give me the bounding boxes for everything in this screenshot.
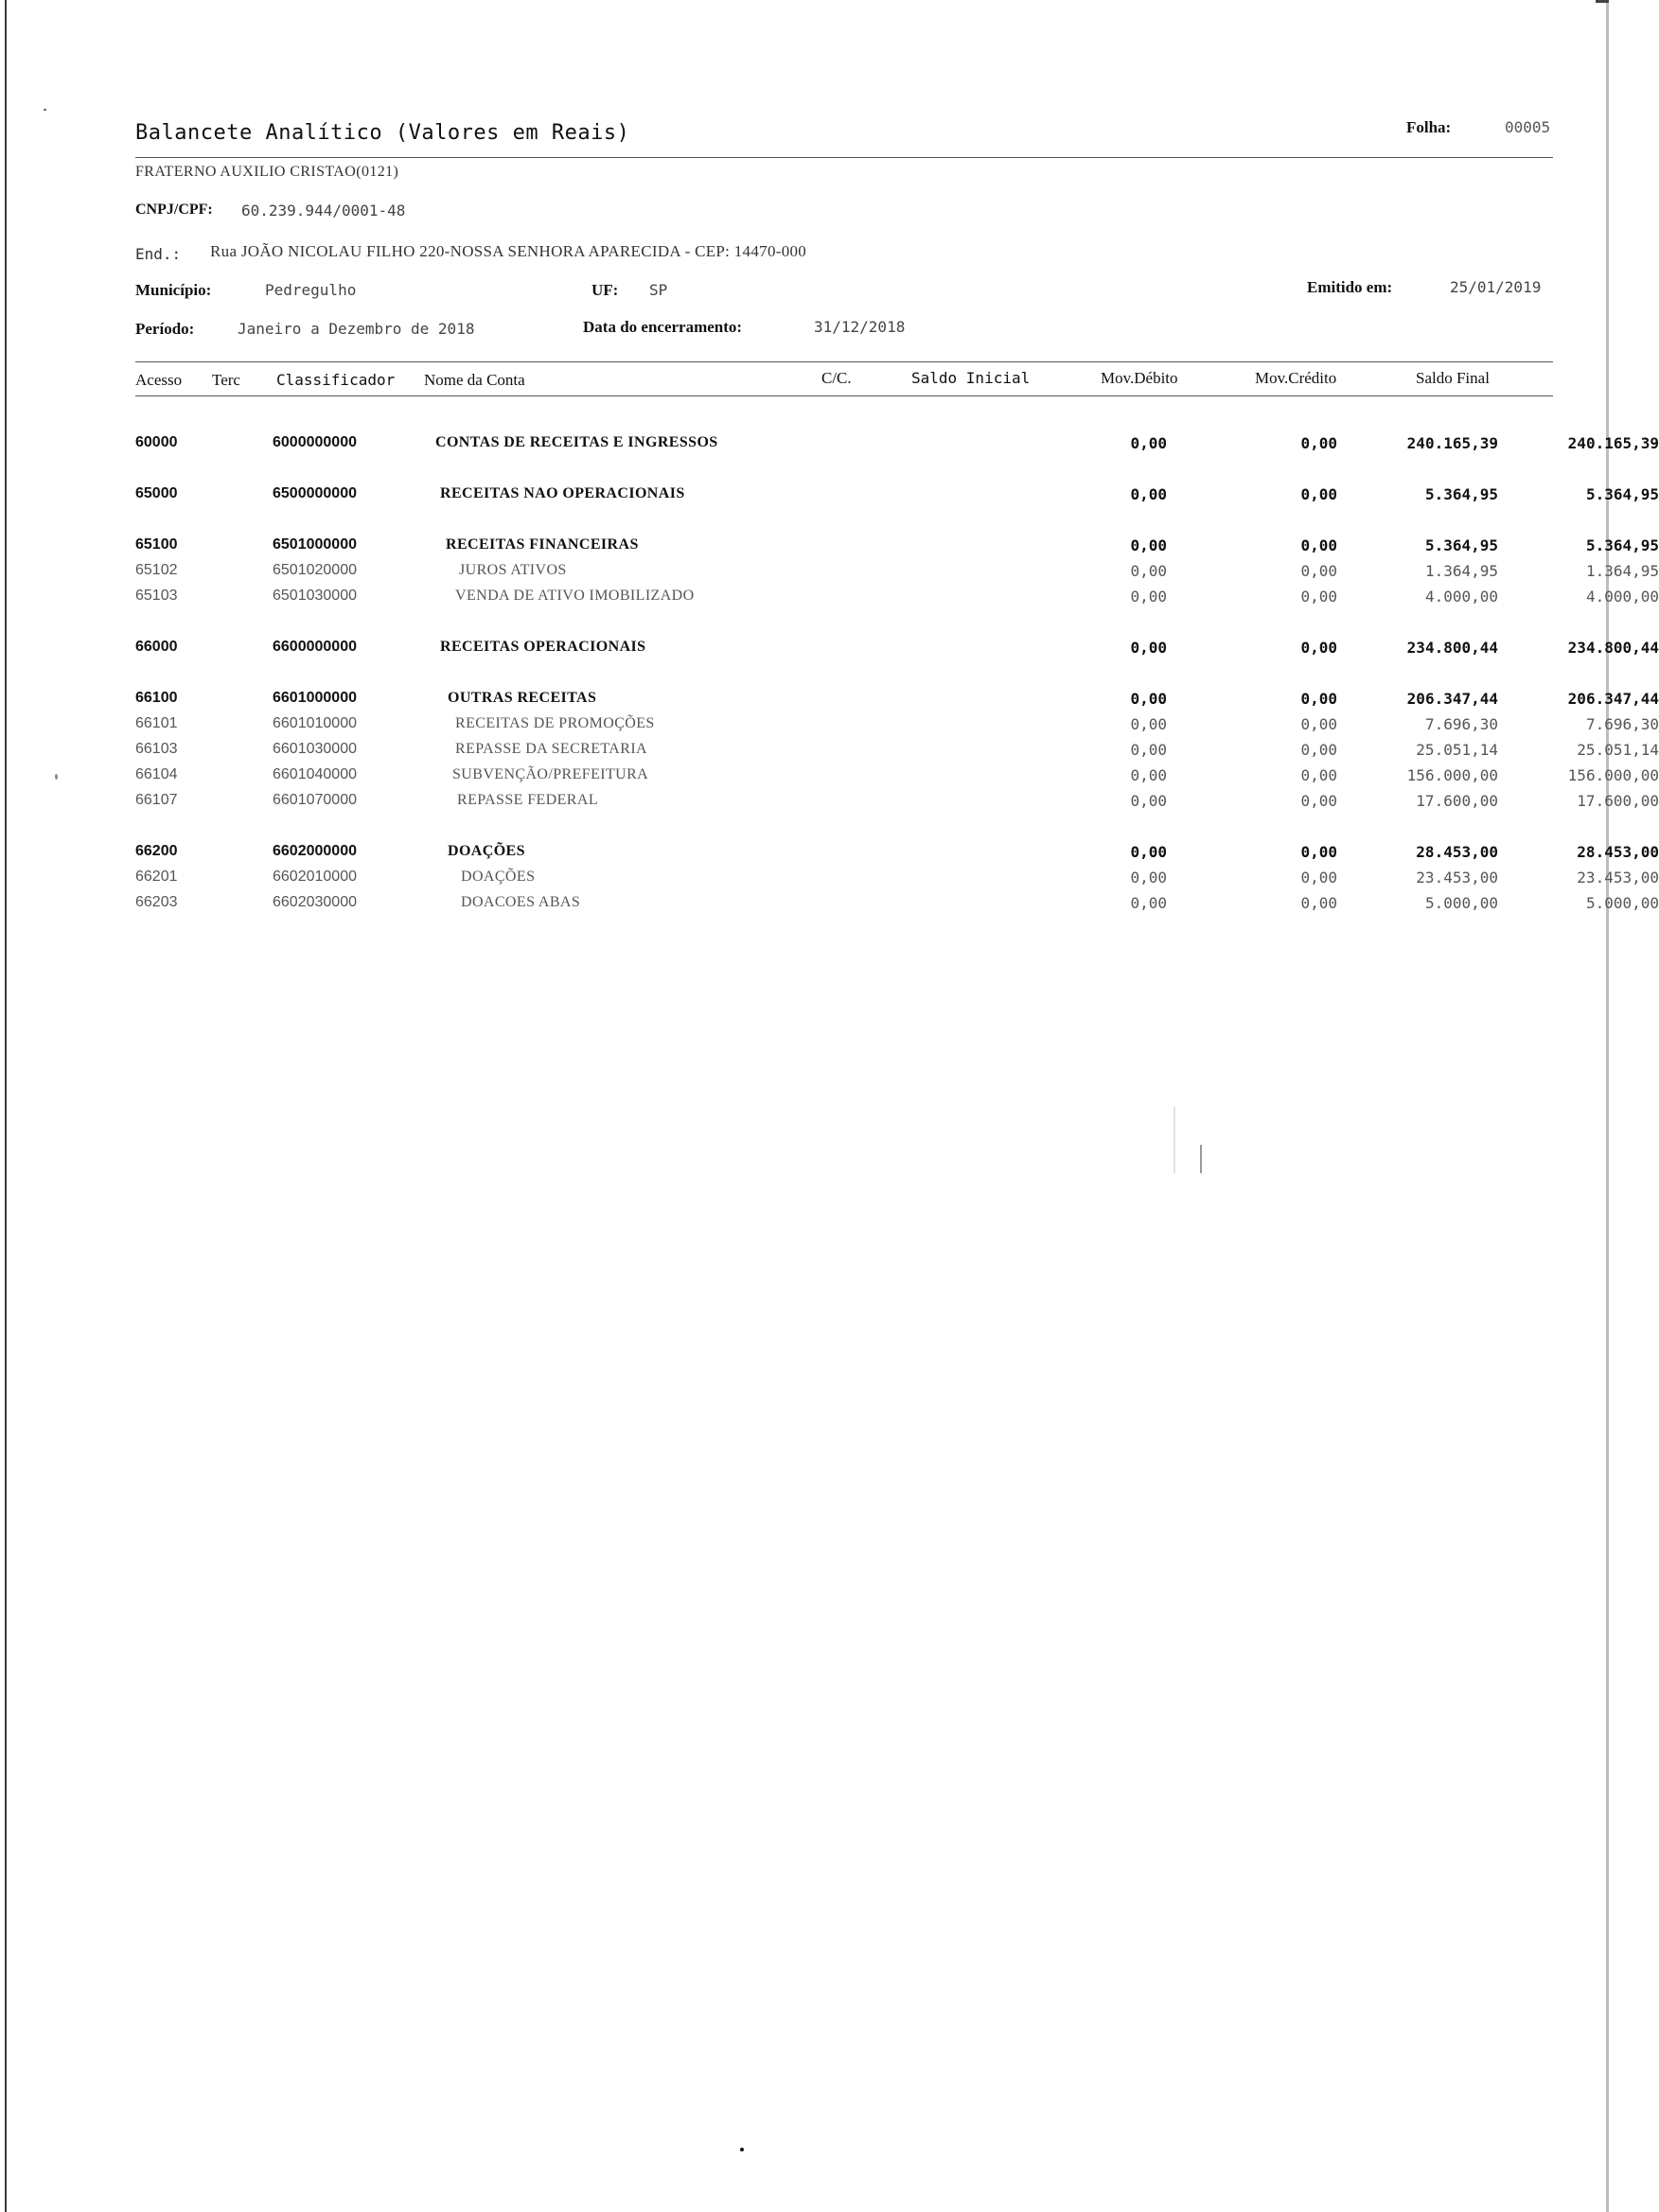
row-saldo-inicial: 0,00	[1130, 766, 1167, 784]
corner-mark	[1596, 0, 1609, 3]
row-mov-credito: 240.165,39	[1406, 434, 1498, 452]
table-row	[135, 843, 1659, 869]
table-row	[135, 588, 1659, 613]
row-saldo-inicial: 0,00	[1130, 843, 1167, 861]
col-mov-debito: Mov.Débito	[1101, 369, 1178, 387]
table-row	[135, 536, 1659, 562]
end-label: End.:	[135, 245, 182, 263]
row-mov-credito: 17.600,00	[1416, 792, 1498, 810]
row-classificador: 6000000000	[273, 434, 357, 450]
col-nome: Nome da Conta	[424, 371, 525, 389]
row-classificador: 6601030000	[273, 741, 357, 757]
row-mov-credito: 206.347,44	[1406, 690, 1498, 708]
row-saldo-inicial: 0,00	[1130, 562, 1167, 580]
row-mov-credito: 5.000,00	[1424, 894, 1498, 912]
row-mov-credito: 156.000,00	[1406, 766, 1498, 784]
row-saldo-inicial: 0,00	[1130, 434, 1167, 452]
table-row	[135, 690, 1659, 715]
table-row	[135, 869, 1659, 894]
uf-label: UF:	[591, 281, 619, 299]
row-saldo-inicial: 0,00	[1130, 715, 1167, 733]
cnpj-value: 60.239.944/0001-48	[241, 202, 406, 219]
row-classificador: 6501000000	[273, 536, 357, 553]
row-mov-credito: 28.453,00	[1416, 843, 1498, 861]
row-saldo-final: 1.364,95	[1585, 562, 1659, 580]
scan-dot	[740, 2148, 744, 2151]
row-saldo-final: 17.600,00	[1577, 792, 1659, 810]
table-row	[135, 741, 1659, 766]
row-mov-credito: 4.000,00	[1424, 588, 1498, 606]
row-mov-debito: 0,00	[1300, 639, 1337, 657]
row-saldo-inicial: 0,00	[1130, 485, 1167, 503]
row-mov-debito: 0,00	[1300, 485, 1337, 503]
table-row	[135, 639, 1659, 664]
row-nome: REPASSE DA SECRETARIA	[455, 741, 648, 757]
scan-streak	[1174, 1107, 1175, 1173]
row-saldo-final: 234.800,44	[1567, 639, 1659, 657]
row-nome: JUROS ATIVOS	[459, 562, 567, 578]
row-saldo-final: 7.696,30	[1585, 715, 1659, 733]
row-acesso: 66107	[135, 792, 178, 808]
row-classificador: 6601000000	[273, 690, 357, 706]
row-mov-credito: 23.453,00	[1416, 869, 1498, 887]
row-saldo-inicial: 0,00	[1130, 869, 1167, 887]
row-saldo-final: 156.000,00	[1567, 766, 1659, 784]
row-mov-debito: 0,00	[1300, 588, 1337, 606]
table-row	[135, 485, 1659, 511]
row-classificador: 6601070000	[273, 792, 357, 808]
row-mov-debito: 0,00	[1300, 792, 1337, 810]
row-acesso: 65100	[135, 536, 178, 553]
row-classificador: 6601010000	[273, 715, 357, 731]
row-nome: VENDA DE ATIVO IMOBILIZADO	[455, 588, 695, 604]
encerramento-value: 31/12/2018	[814, 318, 906, 336]
municipio-label: Município:	[135, 281, 212, 299]
row-mov-credito: 234.800,44	[1406, 639, 1498, 657]
col-mov-credito: Mov.Crédito	[1255, 369, 1337, 387]
col-acesso: Acesso	[135, 371, 183, 389]
row-nome: REPASSE FEDERAL	[457, 792, 598, 808]
row-saldo-inicial: 0,00	[1130, 792, 1167, 810]
col-classificador: Classificador	[276, 371, 396, 389]
row-nome: DOAÇÕES	[448, 843, 525, 859]
row-mov-credito: 5.364,95	[1424, 536, 1498, 554]
page-edge-left	[5, 0, 7, 2212]
row-mov-credito: 25.051,14	[1416, 741, 1498, 759]
row-saldo-final: 23.453,00	[1577, 869, 1659, 887]
row-nome: OUTRAS RECEITAS	[448, 690, 597, 706]
columns-bottom-rule	[135, 395, 1553, 396]
row-nome: SUBVENÇÃO/PREFEITURA	[452, 766, 649, 782]
folha-value: 00005	[1505, 118, 1551, 136]
row-saldo-final: 4.000,00	[1585, 588, 1659, 606]
row-mov-credito: 5.364,95	[1424, 485, 1498, 503]
row-mov-debito: 0,00	[1300, 843, 1337, 861]
row-nome: DOAÇÕES	[461, 869, 536, 885]
page-edge-right	[1606, 0, 1609, 2212]
row-classificador: 6500000000	[273, 485, 357, 501]
accounts-table	[135, 407, 1659, 920]
report-title: Balancete Analítico (Valores em Reais)	[135, 121, 630, 145]
row-nome: DOACOES ABAS	[461, 894, 581, 910]
row-mov-credito: 7.696,30	[1424, 715, 1498, 733]
row-saldo-inicial: 0,00	[1130, 639, 1167, 657]
row-acesso: 66203	[135, 894, 178, 910]
row-classificador: 6501020000	[273, 562, 357, 578]
row-acesso: 65102	[135, 562, 178, 578]
row-saldo-final: 5.364,95	[1585, 536, 1659, 554]
row-classificador: 6501030000	[273, 588, 357, 604]
row-saldo-inicial: 0,00	[1130, 894, 1167, 912]
row-saldo-inicial: 0,00	[1130, 690, 1167, 708]
table-row	[135, 792, 1659, 817]
row-classificador: 6601040000	[273, 766, 357, 782]
row-nome: RECEITAS FINANCEIRAS	[446, 536, 639, 553]
row-nome: RECEITAS OPERACIONAIS	[440, 639, 646, 655]
encerramento-label: Data do encerramento:	[583, 318, 743, 336]
row-classificador: 6602010000	[273, 869, 357, 885]
row-nome: CONTAS DE RECEITAS E INGRESSOS	[435, 434, 718, 450]
scan-streak	[1200, 1145, 1202, 1173]
row-mov-debito: 0,00	[1300, 741, 1337, 759]
row-mov-debito: 0,00	[1300, 536, 1337, 554]
row-mov-debito: 0,00	[1300, 894, 1337, 912]
row-saldo-final: 5.000,00	[1585, 894, 1659, 912]
col-saldo-final: Saldo Final	[1416, 369, 1490, 387]
row-mov-debito: 0,00	[1300, 715, 1337, 733]
table-row	[135, 766, 1659, 792]
uf-value: SP	[649, 281, 668, 299]
columns-top-rule	[135, 361, 1553, 362]
table-row	[135, 562, 1659, 588]
row-acesso: 65000	[135, 485, 178, 501]
row-saldo-inicial: 0,00	[1130, 741, 1167, 759]
row-acesso: 60000	[135, 434, 178, 450]
periodo-value: Janeiro a Dezembro de 2018	[238, 320, 475, 338]
row-saldo-final: 5.364,95	[1585, 485, 1659, 503]
row-acesso: 66201	[135, 869, 178, 885]
table-row	[135, 434, 1659, 460]
row-saldo-final: 28.453,00	[1577, 843, 1659, 861]
row-acesso: 66000	[135, 639, 178, 655]
row-saldo-final: 25.051,14	[1577, 741, 1659, 759]
table-row	[135, 715, 1659, 741]
row-acesso: 66100	[135, 690, 178, 706]
folha-label: Folha:	[1406, 118, 1452, 136]
row-acesso: 66103	[135, 741, 178, 757]
row-acesso: 66104	[135, 766, 178, 782]
row-saldo-final: 240.165,39	[1567, 434, 1659, 452]
row-saldo-inicial: 0,00	[1130, 588, 1167, 606]
row-classificador: 6602030000	[273, 894, 357, 910]
col-cc: C/C.	[821, 369, 852, 387]
row-acesso: 66200	[135, 843, 178, 859]
row-nome: RECEITAS DE PROMOÇÕES	[455, 715, 655, 731]
row-classificador: 6600000000	[273, 639, 357, 655]
end-value: Rua JOÃO NICOLAU FILHO 220-NOSSA SENHORA APARECIDA - CEP: 14470-000	[210, 242, 807, 260]
emitido-value: 25/01/2019	[1450, 278, 1542, 296]
cnpj-label: CNPJ/CPF:	[135, 202, 213, 218]
row-mov-debito: 0,00	[1300, 562, 1337, 580]
row-mov-debito: 0,00	[1300, 766, 1337, 784]
row-mov-credito: 1.364,95	[1424, 562, 1498, 580]
table-row	[135, 894, 1659, 920]
row-saldo-inicial: 0,00	[1130, 536, 1167, 554]
row-saldo-final: 206.347,44	[1567, 690, 1659, 708]
col-terc: Terc	[212, 371, 240, 389]
municipio-value: Pedregulho	[265, 281, 357, 299]
emitido-label: Emitido em:	[1307, 278, 1393, 296]
row-mov-debito: 0,00	[1300, 869, 1337, 887]
periodo-label: Período:	[135, 320, 195, 338]
company-name: FRATERNO AUXILIO CRISTAO(0121)	[135, 164, 399, 180]
row-acesso: 66101	[135, 715, 178, 731]
header-rule	[135, 157, 1553, 158]
row-nome: RECEITAS NAO OPERACIONAIS	[440, 485, 685, 501]
col-saldo-inicial: Saldo Inicial	[911, 369, 1031, 387]
row-classificador: 6602000000	[273, 843, 357, 859]
row-mov-debito: 0,00	[1300, 690, 1337, 708]
scan-dot	[55, 774, 58, 780]
scan-dot	[44, 109, 46, 111]
row-acesso: 65103	[135, 588, 178, 604]
row-mov-debito: 0,00	[1300, 434, 1337, 452]
